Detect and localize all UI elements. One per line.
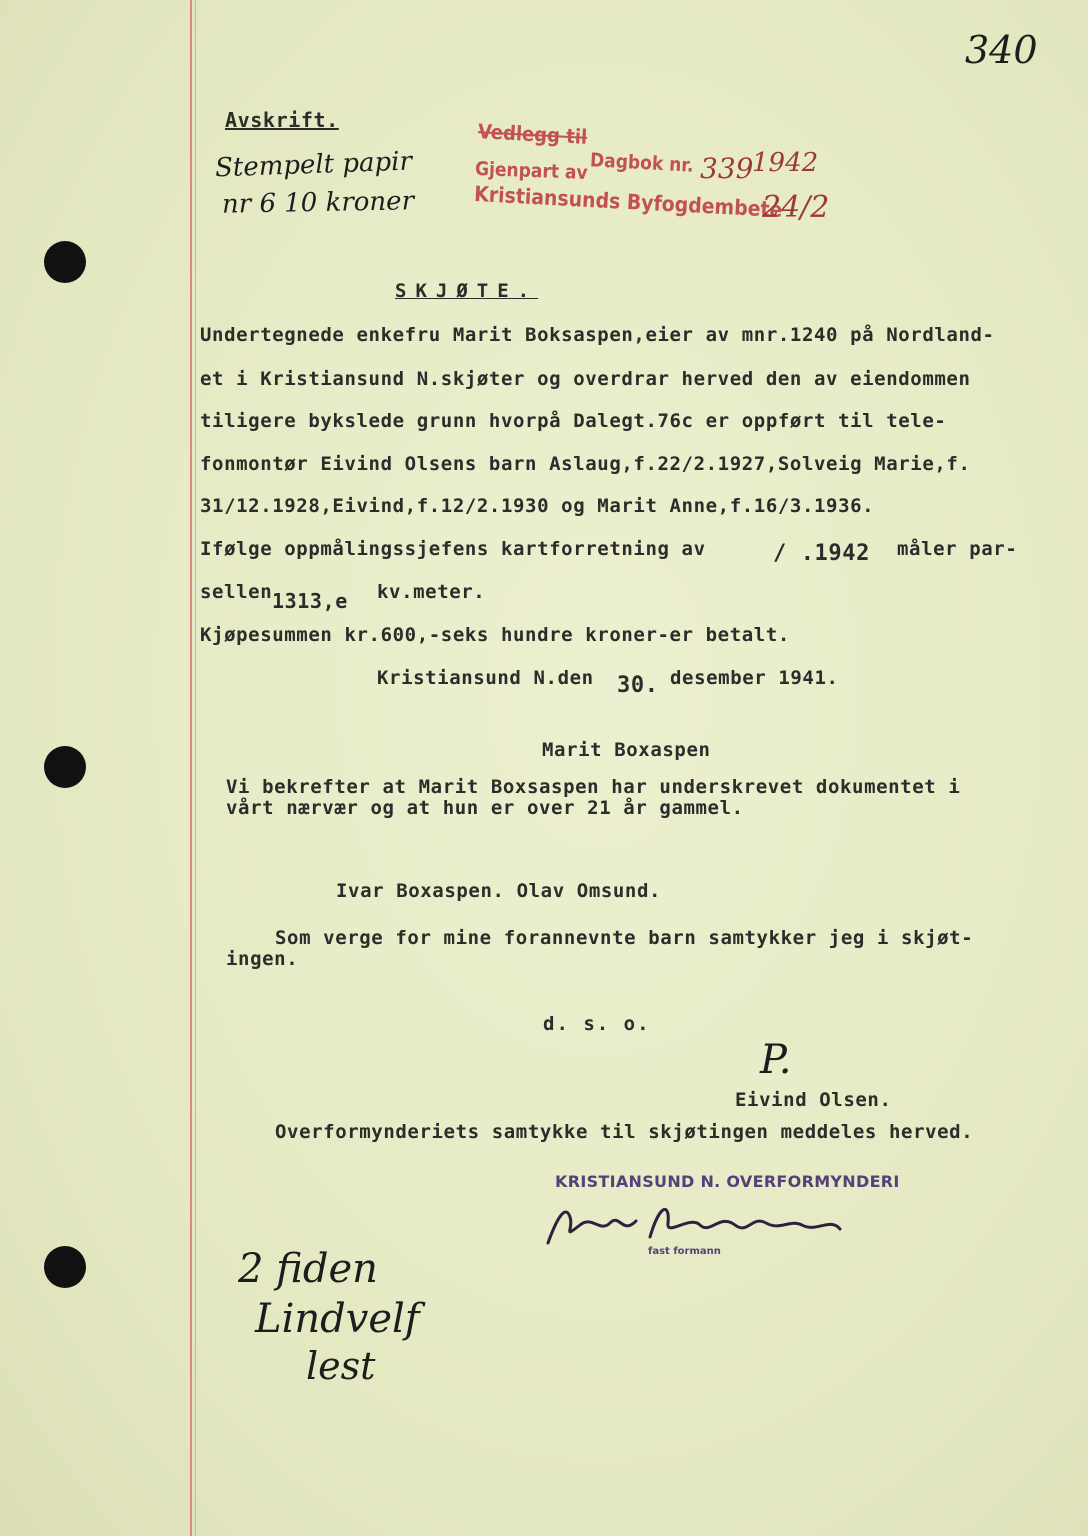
guardian-line: Som verge for mine forannevnte barn samtykker jeg i skjøt- [275,927,974,949]
area-value: 1313,e [272,589,348,613]
guardian-initial: P. [760,1037,792,1083]
measure-text: Ifølge oppmålingssjefens kartforretning av [200,538,706,560]
witness-line: vårt nærvær og at hun er over 21 år gammel. [226,797,744,819]
punch-hole [44,1246,86,1288]
punch-hole [44,746,86,788]
body-line: Undertegnede enkefru Marit Boksaspen,eier av mnr.1240 på Nordland- [200,324,995,346]
overformynderi-stamp: KRISTIANSUND N. OVERFORMYNDERI [555,1172,900,1191]
guardian-line: ingen. [226,948,299,970]
price-line: Kjøpesummen kr.600,-seks hundre kroner-er betalt. [200,624,790,646]
body-line: et i Kristiansund N.skjøter og overdrar herved den av eiendommen [200,368,971,390]
stamp-date-note: 24/2 [762,190,830,225]
stamp-office: Kristiansunds Byfogdembete [473,181,783,223]
area-suffix: kv.meter. [377,581,486,603]
witness-line: Vi bekrefter at Marit Boxsaspen har underskrevet dokumentet i [226,776,961,798]
stamp-year: 1942 [752,148,819,178]
stamp-dagbok-label: Dagbok nr. [589,149,695,177]
body-line: fonmontør Eivind Olsens barn Aslaug,f.22/2.1927,Solveig Marie,f. [200,453,971,475]
stamp-struck-label: Vedlegg til [477,119,588,149]
signer-name: Marit Boxaspen [542,739,711,761]
bottom-note-line3: lest [306,1344,376,1388]
avskrift-label: Avskrift. [225,108,339,132]
consent-line: Overformynderiets samtykke til skjøtingen meddeles herved. [275,1121,974,1143]
witness-names: Ivar Boxaspen. Olav Omsund. [336,880,662,902]
stamp-gjenpart: Gjenpart av [474,158,589,184]
guardian-name: Eivind Olsen. [735,1089,892,1111]
margin-rule [190,0,192,1536]
bottom-note-line1: 2 fiden [238,1246,378,1292]
margin-rule-secondary [195,0,196,1536]
area-prefix: sellen [200,581,273,603]
board-role-label: fast formann [648,1246,721,1257]
document-title: SKJØTE. [395,280,539,302]
place-date-prefix: Kristiansund N.den [377,667,594,689]
bottom-note-line2: Lindvelf [255,1296,420,1342]
measure-suffix: måler par- [897,538,1018,560]
body-line: tiligere bykslede grunn hvorpå Dalegt.76c er oppført til tele- [200,410,947,432]
punch-hole [44,241,86,283]
place-date-suffix: desember 1941. [670,667,839,689]
measure-date: / .1942 [773,541,870,566]
stamp-paper-note-line2: nr 6 10 kroner [221,186,415,220]
dso-line: d. s. o. [543,1013,651,1035]
page-number: 340 [965,28,1038,72]
body-line: 31/12.1928,Eivind,f.12/2.1930 og Marit Anne,f.16/3.1936. [200,495,875,517]
stamp-paper-note-line1: Stempelt papir [214,146,413,184]
stamp-dagbok-number: 339 [700,152,754,185]
place-date-day: 30. [617,673,659,698]
